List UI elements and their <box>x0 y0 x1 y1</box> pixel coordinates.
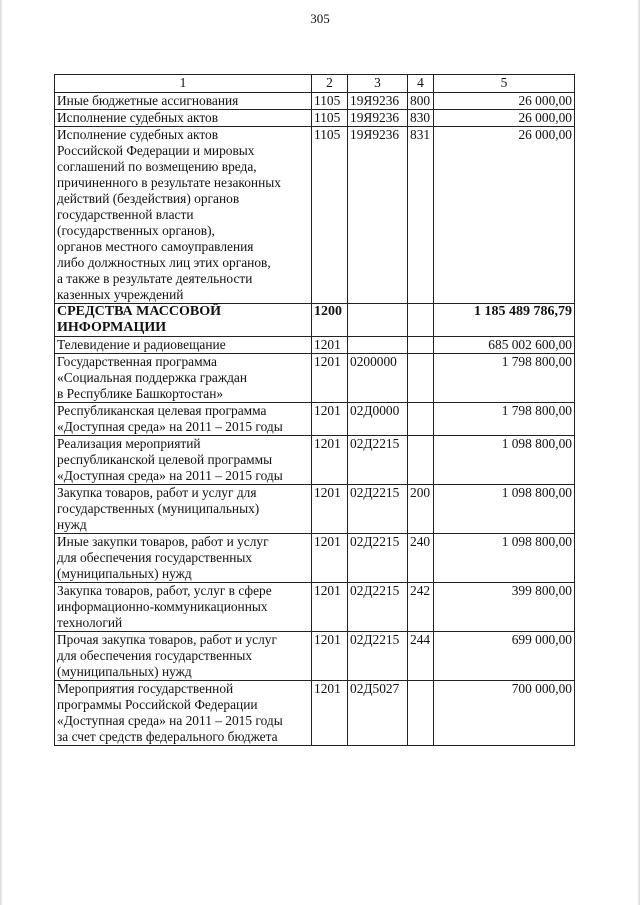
table-row <box>55 304 575 337</box>
cell-expense-type <box>408 304 434 337</box>
item-name-line: Мероприятия государственной <box>57 681 234 696</box>
cell-target-code: 02Д2215 <box>348 534 408 583</box>
cell-expense-type: 240 <box>408 534 434 583</box>
cell-expense-type <box>408 337 434 354</box>
item-name-line: в Республике Башкортостан» <box>57 386 224 401</box>
cell-section-code: 1105 <box>312 127 348 304</box>
cell-target-code: 02Д2215 <box>348 436 408 485</box>
table-row <box>55 583 575 632</box>
item-name-line: (государственных органов), <box>57 223 215 238</box>
cell-expense-type: 242 <box>408 583 434 632</box>
cell-target-code: 19Я9236 <box>348 110 408 127</box>
cell-expense-type: 800 <box>408 93 434 110</box>
cell-amount: 685 002 600,00 <box>434 337 575 354</box>
cell-amount: 26 000,00 <box>434 127 575 304</box>
cell-expense-type: 200 <box>408 485 434 534</box>
cell-expense-type: 830 <box>408 110 434 127</box>
cell-section-code: 1201 <box>312 403 348 436</box>
cell-target-code: 02Д2215 <box>348 632 408 681</box>
page-number: 305 <box>310 11 330 26</box>
cell-section-code: 1200 <box>312 304 348 337</box>
item-name-line: органов местного самоуправления <box>57 239 254 254</box>
table-row <box>55 110 575 127</box>
cell-amount: 1 185 489 786,79 <box>434 304 575 337</box>
item-name-line: Исполнение судебных актов <box>57 127 219 142</box>
cell-expense-type <box>408 354 434 403</box>
item-name-line: (муниципальных) нужд <box>57 664 192 679</box>
cell-section-code: 1201 <box>312 534 348 583</box>
item-name-line: «Социальная поддержка граждан <box>57 370 248 385</box>
cell-item-name <box>55 93 312 110</box>
table-row <box>55 534 575 583</box>
item-name-line: действий (бездействия) органов <box>57 191 240 206</box>
item-name-line: казенных учреждений <box>57 287 184 302</box>
item-name-line: СРЕДСТВА МАССОВОЙ <box>57 304 222 319</box>
cell-amount: 1 098 800,00 <box>434 534 575 583</box>
cell-section-code: 1105 <box>312 93 348 110</box>
cell-section-code: 1201 <box>312 337 348 354</box>
header-col-5: 5 <box>434 75 575 93</box>
item-name-line: либо должностных лиц этих органов, <box>57 255 271 270</box>
table-body <box>55 93 575 746</box>
item-name-line: «Доступная среда» на 2011 – 2015 годы <box>57 419 283 434</box>
item-name-line: Государственная программа <box>57 354 217 369</box>
cell-target-code <box>348 304 408 337</box>
cell-item-name <box>55 534 312 583</box>
item-name-line: Иные закупки товаров, работ и услуг <box>57 534 269 549</box>
item-name-line: для обеспечения государственных <box>57 648 253 663</box>
cell-section-code: 1201 <box>312 436 348 485</box>
cell-target-code: 02Д2215 <box>348 485 408 534</box>
item-name-line: «Доступная среда» на 2011 – 2015 годы <box>57 713 283 728</box>
scan-edge-left <box>0 0 3 905</box>
cell-amount: 26 000,00 <box>434 110 575 127</box>
cell-item-name <box>55 110 312 127</box>
item-name-line: «Доступная среда» на 2011 – 2015 годы <box>57 468 283 483</box>
table-row <box>55 354 575 403</box>
item-name-line: государственных (муниципальных) <box>57 501 260 516</box>
cell-amount: 399 800,00 <box>434 583 575 632</box>
item-name-line: Российской Федерации и мировых <box>57 143 255 158</box>
cell-amount: 699 000,00 <box>434 632 575 681</box>
table-header-row <box>55 75 575 93</box>
cell-item-name <box>55 304 312 337</box>
table-row <box>55 681 575 746</box>
cell-amount: 1 098 800,00 <box>434 485 575 534</box>
cell-section-code: 1201 <box>312 354 348 403</box>
item-name-line: республиканской целевой программы <box>57 452 273 467</box>
table-row <box>55 632 575 681</box>
cell-section-code: 1201 <box>312 583 348 632</box>
cell-expense-type <box>408 403 434 436</box>
cell-amount: 1 098 800,00 <box>434 436 575 485</box>
table-row <box>55 337 575 354</box>
cell-target-code: 0200000 <box>348 354 408 403</box>
item-name-line: (муниципальных) нужд <box>57 566 192 581</box>
cell-item-name <box>55 337 312 354</box>
header-col-1: 1 <box>55 75 312 93</box>
item-name-line: Исполнение судебных актов <box>57 110 219 125</box>
cell-item-name <box>55 485 312 534</box>
cell-section-code: 1201 <box>312 485 348 534</box>
cell-target-code: 02Д5027 <box>348 681 408 746</box>
item-name-line: Закупка товаров, работ, услуг в сфере <box>57 583 272 598</box>
cell-expense-type: 244 <box>408 632 434 681</box>
cell-target-code: 02Д0000 <box>348 403 408 436</box>
cell-target-code: 19Я9236 <box>348 127 408 304</box>
item-name-line: для обеспечения государственных <box>57 550 253 565</box>
table-row <box>55 436 575 485</box>
cell-amount: 700 000,00 <box>434 681 575 746</box>
cell-item-name <box>55 354 312 403</box>
table-row <box>55 485 575 534</box>
cell-item-name <box>55 127 312 304</box>
cell-expense-type <box>408 436 434 485</box>
item-name-line: а также в результате деятельности <box>57 271 253 286</box>
table-row <box>55 93 575 110</box>
item-name-line: причиненного в результате незаконных <box>57 175 281 190</box>
budget-table <box>54 74 575 746</box>
cell-amount: 26 000,00 <box>434 93 575 110</box>
cell-target-code: 19Я9236 <box>348 93 408 110</box>
table-row <box>55 403 575 436</box>
cell-expense-type <box>408 681 434 746</box>
item-name-line: соглашений по возмещению вреда, <box>57 159 257 174</box>
item-name-line: нужд <box>57 517 87 532</box>
cell-amount: 1 798 800,00 <box>434 354 575 403</box>
item-name-line: за счет средств федерального бюджета <box>57 729 278 744</box>
item-name-line: технологий <box>57 615 123 630</box>
cell-section-code: 1201 <box>312 681 348 746</box>
item-name-line: государственной власти <box>57 207 194 222</box>
item-name-line: Республиканская целевая программа <box>57 403 267 418</box>
item-name-line: Прочая закупка товаров, работ и услуг <box>57 632 277 647</box>
cell-target-code <box>348 337 408 354</box>
cell-expense-type: 831 <box>408 127 434 304</box>
table-row <box>55 127 575 304</box>
cell-amount: 1 798 800,00 <box>434 403 575 436</box>
cell-item-name <box>55 632 312 681</box>
item-name-line: ИНФОРМАЦИИ <box>57 320 167 335</box>
cell-item-name <box>55 436 312 485</box>
header-col-4: 4 <box>408 75 434 93</box>
cell-target-code: 02Д2215 <box>348 583 408 632</box>
item-name-line: Телевидение и радиовещание <box>57 337 226 352</box>
cell-section-code: 1105 <box>312 110 348 127</box>
cell-item-name <box>55 681 312 746</box>
item-name-line: Иные бюджетные ассигнования <box>57 93 239 108</box>
item-name-line: Реализация мероприятий <box>57 436 201 451</box>
cell-section-code: 1201 <box>312 632 348 681</box>
cell-item-name <box>55 583 312 632</box>
item-name-line: Закупка товаров, работ и услуг для <box>57 485 257 500</box>
item-name-line: информационно-коммуникационных <box>57 599 268 614</box>
header-col-2: 2 <box>312 75 348 93</box>
cell-item-name <box>55 403 312 436</box>
item-name-line: программы Российской Федерации <box>57 697 258 712</box>
header-col-3: 3 <box>348 75 408 93</box>
